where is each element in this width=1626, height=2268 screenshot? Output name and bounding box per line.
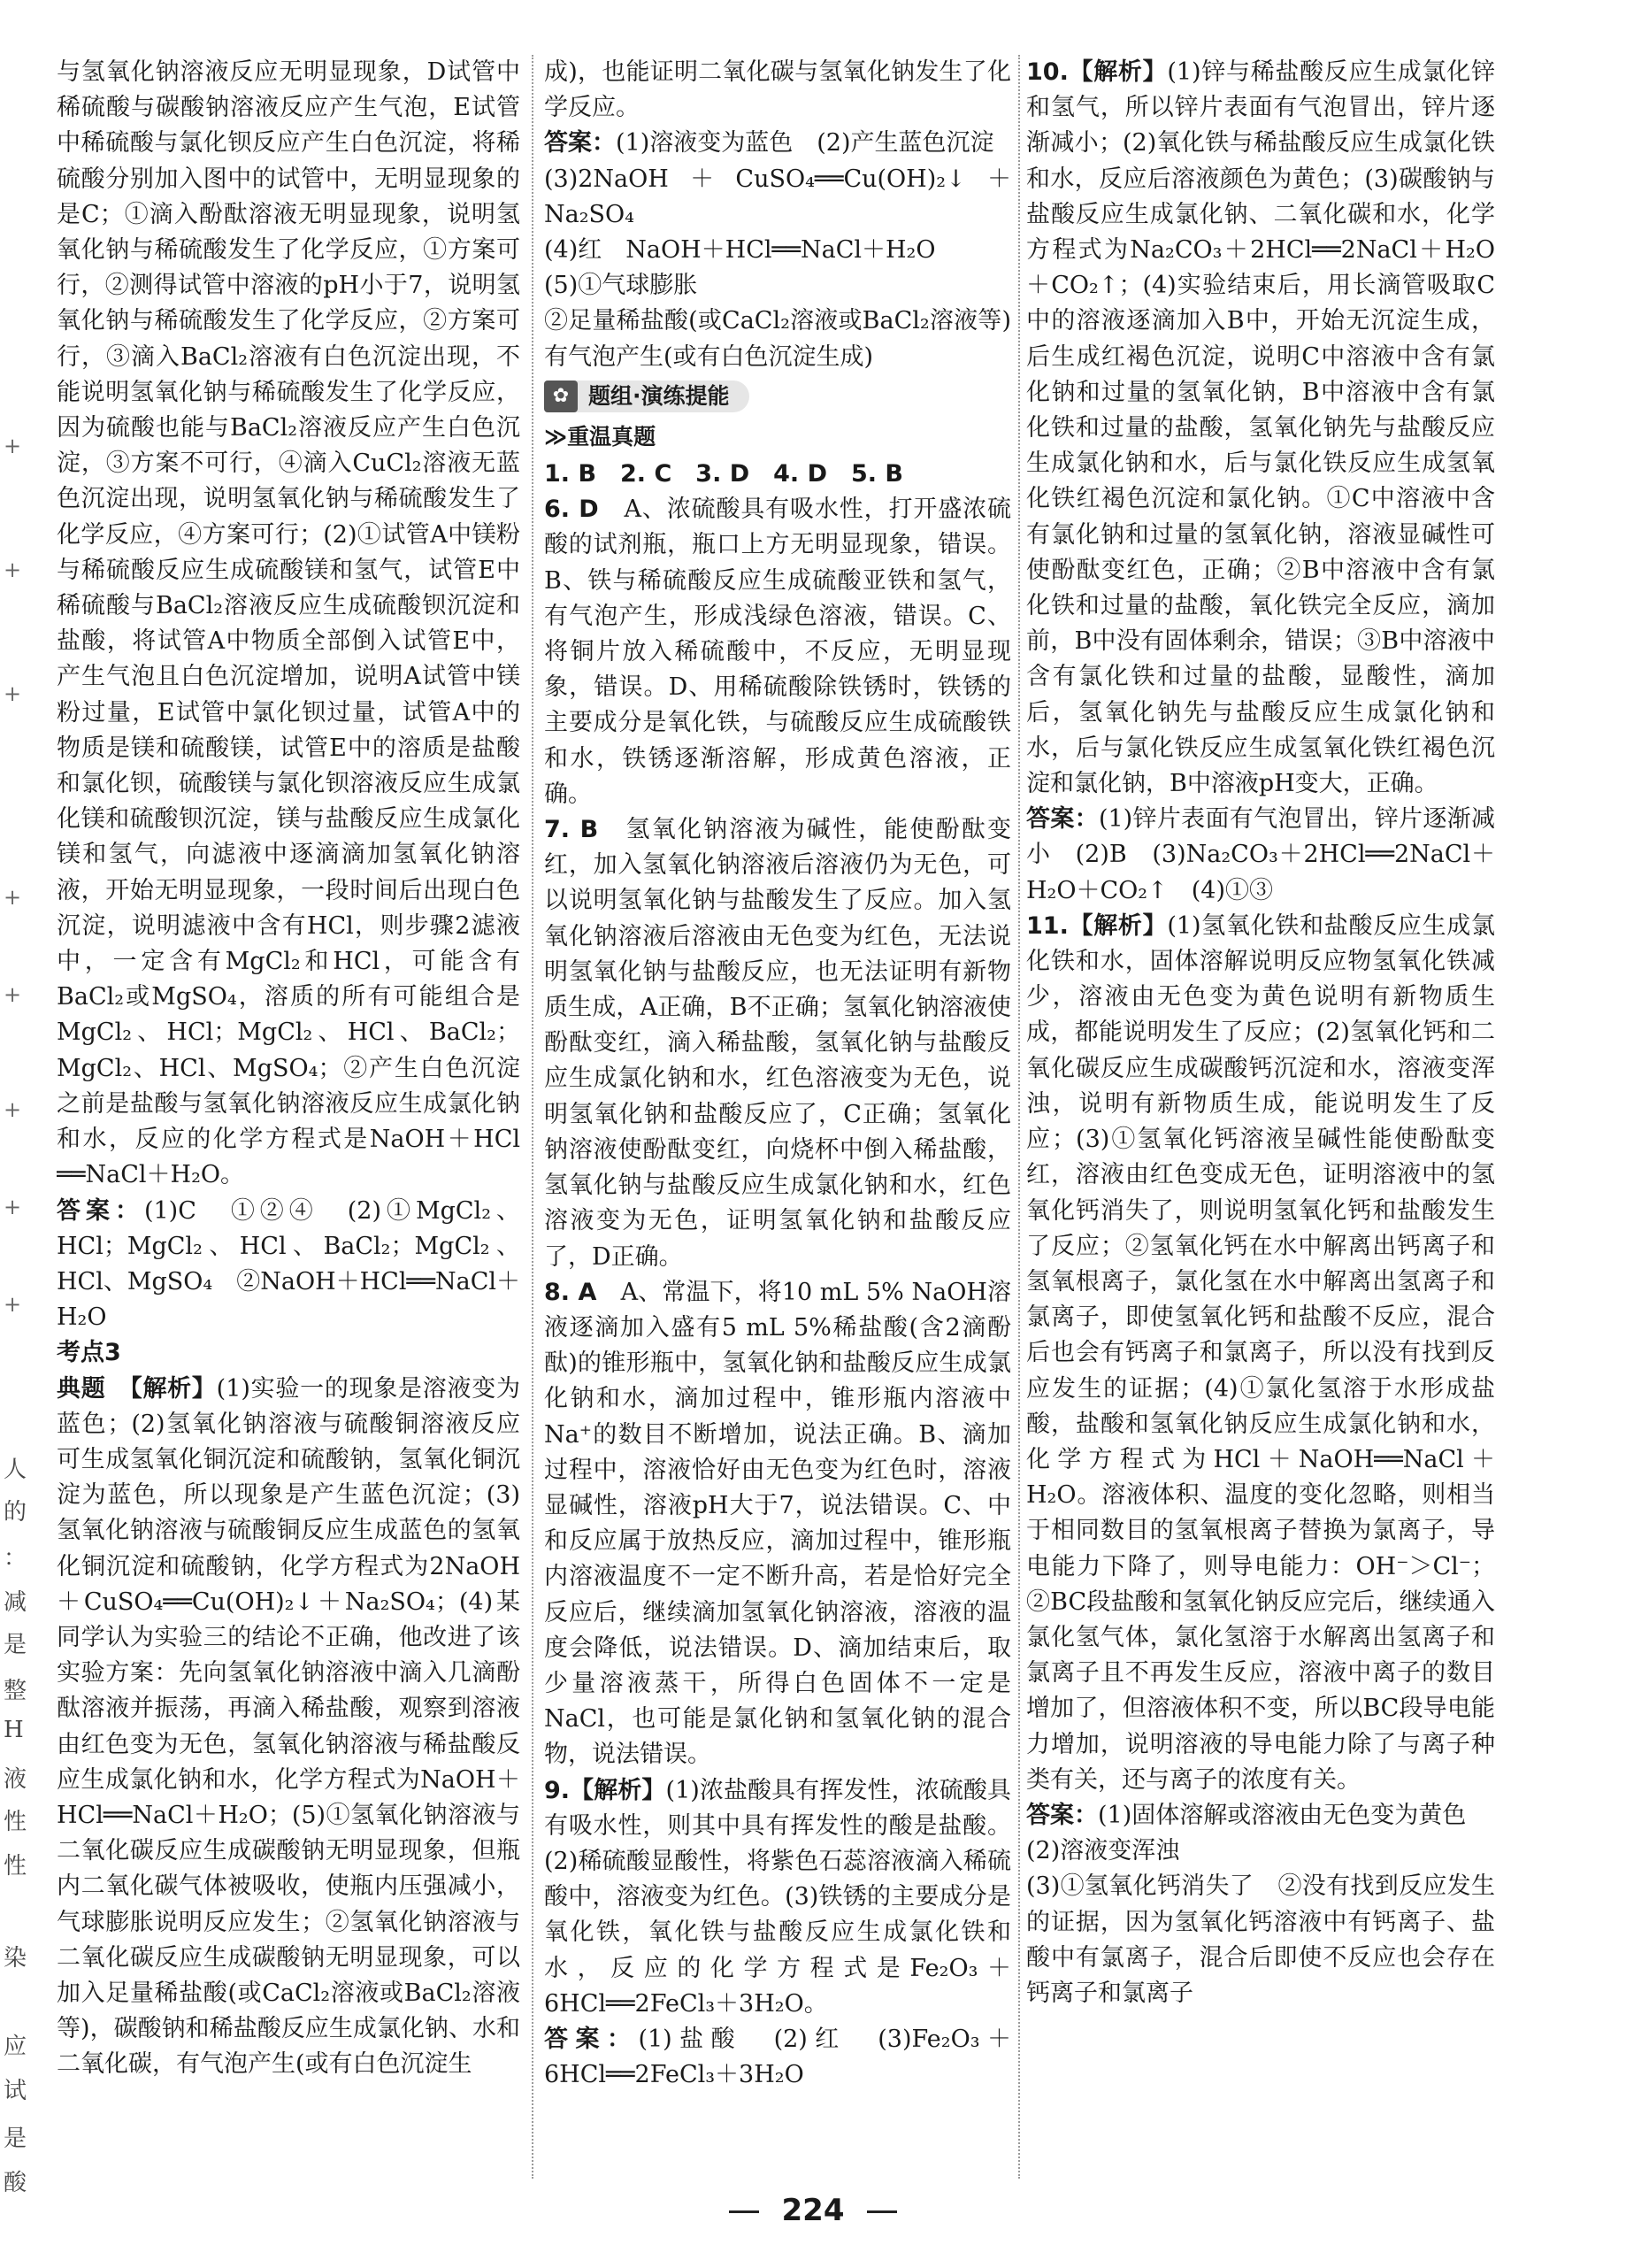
answer-block [544, 126, 1011, 161]
paragraph [544, 492, 1011, 812]
item-label: 9.【解析】 [544, 1776, 666, 1804]
paragraph-text: A、浓硫酸具有吸水性，打开盛浓硫酸的试剂瓶，瓶口上方无明显现象，错误。B、铁与稀硫酸反应生成硫酸亚铁和氢气，有气泡产生，形成浅绿色溶液，错误。C、将铜片放入稀硫酸中，不反应，无明显现象，错误。D、用稀硫酸除铁锈时，铁锈的主要成分是氧化铁，与硫酸反应生成硫酸铁和水，铁锈逐渐溶解，形成黄色溶液，正确。 [544, 496, 1011, 808]
edge-fragment: 酸 [4, 2170, 27, 2196]
paragraph-text: 与氢氧化钠溶液反应无明显现象，D试管中稀硫酸与碳酸钠溶液反应产生气泡，E试管中稀硫酸与氯化钡反应产生白色沉淀，将稀硫酸分别加入图中的试管中，无明显现象的是C；①滴入酚酞溶液无明显现象，说明氢氧化钠与稀硫酸发生了化学反应，①方案可行，②测得试管中溶液的pH小于7，说明氢氧化钠与稀硫酸发生了化学反应，②方案可行，③滴入BaCl₂溶液有白色沉淀出现，不能说明氢氧化钠与稀硫酸发生了化学反应，因为硫酸也能与BaCl₂溶液反应产生白色沉淀，③方案不可行，④滴入CuCl₂溶液无蓝色沉淀出现，说明氢氧化钠与稀硫酸发生了化学反应，④方案可行；(2)①试管A中镁粉与稀硫酸反应生成硫酸镁和氢气，试管E中稀硫酸与BaCl₂溶液反应生成硫酸钡沉淀和盐酸，将试管A中物质全部倒入试管E中，产生气泡且白色沉淀增加，说明A试管中镁粉过量，E试管中氯化钡过量，试管A中的物质是镁和硫酸镁，试管E中的溶质是盐酸和氯化钡，硫酸镁与氯化钡溶液反应生成氯化镁和硫酸钡沉淀，镁与盐酸反应生成氯化镁和氢气，向滤液中逐滴滴加氢氧化钠溶液，开始无明显现象，一段时间后出现白色沉淀，说明滤液中含有HCl，则步骤2滤液中，一定含有MgCl₂和HCl，可能含有BaCl₂或MgSO₄，溶质的所有可能组合是MgCl₂、HCl；MgCl₂、HCl、BaCl₂；MgCl₂、HCl、MgSO₄；②产生白色沉淀之前是盐酸与氢氧化钠溶液反应生成氯化钠和水，反应的化学方程式是NaOH＋HCl ══NaCl＋H₂O。 [57, 58, 520, 1189]
answer-label: 答案： [57, 1196, 144, 1225]
item-label: 典题 【解析】 [57, 1374, 217, 1403]
answer-text: (1)固体溶解或溶液由无色变为黄色 [1098, 1801, 1467, 1829]
answer-list: 1. B 2. C 3. D 4. D 5. B [544, 460, 904, 488]
edge-fragment: 是 [4, 1632, 27, 1658]
binding-mark: + [4, 885, 22, 910]
binding-mark: + [4, 1097, 22, 1122]
section-title: 题组·演练提能 [588, 382, 730, 409]
left-edge-fragments [0, 0, 35, 2268]
column-divider [532, 55, 533, 2179]
answer-line: (5)①气球膨胀 [544, 272, 698, 300]
paragraph-text: (1)氢氧化铁和盐酸反应生成氯化铁和水，固体溶解说明反应物氢氧化铁减少，溶液由无色变为黄色说明有新物质生成，都能说明发生了反应；(2)氢氧化钙和二氧化碳反应生成碳酸钙沉淀和水，溶液变浑浊，说明有新物质生成，能说明发生了反应；(3)①氢氧化钙溶液呈碱性能使酚酞变红，溶液由红色变成无色，证明溶液中的氢氧化钙消失了，则说明氢氧化钙和盐酸发生了反应；②氢氧化钙在水中解离出钙离子和氢氧根离子，氯化氢在水中解离出氢离子和氯离子，即使氢氧化钙和盐酸不反应，混合后也会有钙离子和氯离子，所以没有找到反应发生的证据；(4)①氯化氢溶于水形成盐酸，盐酸和氢氧化钠反应生成氯化钠和水，化学方程式为HCl＋NaOH══NaCl＋H₂O。溶液体积、温度的变化忽略，则相当于相同数目的氢氧根离子替换为氯离子，导电能力下降了，则导电能力：OH⁻＞Cl⁻；②BC段盐酸和氢氧化钠反应完后，继续通入氯化氢气体，氯化氢溶于水解离出氢离子和氯离子且不再发生反应，溶液中离子的数目增加了，但溶液体积不变，所以BC段导电能力增加，说明溶液的导电能力除了与离子种类有关，还与离子的浓度有关。 [1026, 911, 1495, 1794]
column-1 [57, 55, 520, 2183]
page-footer [0, 2193, 1626, 2228]
paragraph [544, 812, 1011, 1275]
paragraph [1026, 55, 1495, 802]
answer-label: 答案： [544, 2025, 639, 2053]
edge-fragment: ： [4, 1545, 27, 1572]
paragraph-text: 成)，也能证明二氧化碳与氢氧化钠发生了化学反应。 [544, 58, 1011, 122]
answer-text: (1)盐酸 (2)红 (3)Fe₂O₃＋6HCl══2FeCl₃＋3H₂O [544, 2025, 1011, 2089]
edge-fragment: 人 [4, 1457, 27, 1483]
edge-fragment: 整 [4, 1678, 27, 1704]
answer-line: (3)2NaOH＋CuSO₄══Cu(OH)₂↓＋Na₂SO₄ [544, 165, 1011, 228]
answer-line: (2)溶液变浑浊 [1026, 1837, 1180, 1865]
paragraph [544, 1773, 1011, 2022]
paragraph-text: (1)锌与稀盐酸反应生成氯化锌和氢气，所以锌片表面有气泡冒出，锌片逐渐减小；(2)氧化铁与稀盐酸反应生成氯化铁和水，反应后溶液颜色为黄色；(3)碳酸钠与盐酸反应生成氯化钠、二氧化碳和水，化学方程式为Na₂CO₃＋2HCl══2NaCl＋H₂O＋CO₂↑；(4)实验结束后，用长滴管吸取C中的溶液逐滴加入B中，开始无沉淀生成，后生成红褐色沉淀，说明C中溶液中含有氯化钠和过量的氢氧化钠，B中溶液中含有氯化铁和过量的盐酸，氢氧化钠先与盐酸反应生成氯化钠和水，后与氯化铁反应生成氢氧化铁红褐色沉淀和氯化钠。①C中溶液中含有氯化钠和过量的氢氧化钠，溶液显碱性可使酚酞变红色，正确；②B中溶液中含有氯化铁和过量的盐酸，氧化铁完全反应，滴加前，B中没有固体剩余，错误；③B中溶液中含有氯化铁和过量的盐酸，显酸性，滴加后，氢氧化钠先与盐酸反应生成氯化钠和水，后与氯化铁反应生成氢氧化铁红褐色沉淀和氯化钠，B中溶液pH变大，正确。 [1026, 58, 1495, 798]
paragraph [1026, 909, 1495, 1798]
answer-block [1026, 802, 1495, 909]
section-badge [544, 381, 749, 412]
paragraph [57, 55, 520, 1194]
answer-label: 答案： [1026, 1801, 1098, 1829]
answer-block [57, 1194, 520, 1336]
paragraph [544, 1275, 1011, 1773]
subsection-header [544, 419, 1011, 455]
binding-mark: + [4, 434, 22, 458]
item-label: 6. D [544, 496, 599, 524]
binding-mark: + [4, 1195, 22, 1219]
flower-icon: ✿ [544, 381, 578, 412]
column-2 [544, 55, 1011, 2183]
edge-fragment: 应 [4, 2034, 27, 2060]
paragraph-text: 氢氧化钠溶液为碱性，能使酚酞变红，加入氢氧化钠溶液后溶液仍为无色，可以说明氢氧化钠与盐酸发生了反应。加入氢氧化钠溶液后溶液由无色变为红色，无法说明氢氧化钠与盐酸反应，也无法证明有新物质生成，A正确，B不正确；氢氧化钠溶液使酚酞变红，滴入稀盐酸，氢氧化钠与盐酸反应生成氯化钠和水，红色溶液变为无色，说明氢氧化钠和盐酸反应了，C正确；氢氧化钠溶液使酚酞变红，向烧杯中倒入稀盐酸，氢氧化钠与盐酸反应生成氯化钠和水，红色溶液变为无色，证明氢氧化钠和盐酸反应了，D正确。 [544, 816, 1011, 1271]
footer-dash [867, 2210, 897, 2213]
edge-fragment: 试 [4, 2078, 27, 2104]
answer-label: 答案： [1026, 805, 1099, 834]
answer-line: (3)①氢氧化钙消失了 ②没有找到反应发生的证据，因为氢氧化钙溶液中有钙离子、盐酸中有氯离子，混合后即使不反应也会存在钙离子和氯离子 [1026, 1872, 1495, 2007]
answer-line: (4)红 NaOH＋HCl══NaCl＋H₂O [544, 236, 936, 265]
answer-text: (1)锌片表面有气泡冒出，锌片逐渐减小 (2)B (3)Na₂CO₃＋2HCl══2NaCl＋H₂O＋CO₂↑ (4)①③ [1026, 805, 1495, 904]
section-header [544, 379, 1011, 414]
binding-mark: + [4, 1292, 22, 1317]
paragraph-text: (1)实验一的现象是溶液变为蓝色；(2)氢氧化钠溶液与硫酸铜溶液反应可生成氢氧化铜沉淀和硫酸钠，氢氧化铜沉淀为蓝色，所以现象是产生蓝色沉淀；(3)氢氧化钠溶液与硫酸铜反应生成蓝色的氢氧化铜沉淀和硫酸钠，化学方程式为2NaOH＋CuSO₄══Cu(OH)₂↓＋Na₂SO₄；(4)某同学认为实验三的结论不正确，他改进了该实验方案：先向氢氧化钠溶液中滴入几滴酚酞溶液并振荡，再滴入稀盐酸，观察到溶液由红色变为无色，氢氧化钠溶液与稀盐酸反应生成氯化钠和水，化学方程式为NaOH＋HCl══NaCl＋H₂O；(5)①氢氧化钠溶液与二氧化碳反应生成碳酸钠无明显现象，但瓶内二氧化碳气体被吸收，使瓶内压强减小，气球膨胀说明反应发生；②氢氧化钠溶液与二氧化碳反应生成碳酸钠无明显现象，可以加入足量稀盐酸(或CaCl₂溶液或BaCl₂溶液等)，碳酸钠和稀盐酸反应生成氯化钠、水和二氧化碳，有气泡产生(或有白色沉淀生 [57, 1374, 520, 2079]
edge-fragment: 是 [4, 2126, 27, 2152]
edge-fragment: 性 [4, 1853, 27, 1880]
paragraph [57, 1372, 520, 2083]
column-3 [1026, 55, 1495, 2183]
page-number: 224 [781, 2193, 845, 2228]
item-label: 7. B [544, 816, 599, 844]
edge-fragment: 减 [4, 1589, 27, 1616]
subsection-title: 重温真题 [567, 423, 656, 450]
edge-fragment: 染 [4, 1945, 27, 1972]
binding-mark: + [4, 982, 22, 1007]
answer-label: 答案： [544, 129, 616, 158]
footer-dash [729, 2210, 759, 2213]
paragraph-text: A、常温下，将10 mL 5% NaOH溶液逐滴加入盛有5 mL 5%稀盐酸(含2滴酚酞)的锥形瓶中，氢氧化钠和盐酸反应生成氯化钠和水，滴加过程中，锥形瓶内溶液中Na⁺的数目不断增加，说法正确。B、滴加过程中，溶液恰好由无色变为红色时，溶液显碱性，溶液pH大于7，说法错误。C、中和反应属于放热反应，滴加过程中，锥形瓶内溶液温度不一定不断升高，若是恰好完全反应后，继续滴加氢氧化钠溶液，溶液的温度会降低，说法错误。D、滴加结束后，取少量溶液蒸干，所得白色固体不一定是NaCl，也可能是氯化钠和氢氧化钠的混合物，说法错误。 [544, 1278, 1011, 1769]
edge-fragment: 液 [4, 1766, 27, 1793]
binding-mark: + [4, 681, 22, 706]
answer-line: ②足量稀盐酸(或CaCl₂溶液或BaCl₂溶液等) 有气泡产生(或有白色沉淀生成) [544, 307, 1011, 371]
item-label: 8. A [544, 1278, 597, 1306]
answer-text: (1)C ①②④ (2)①MgCl₂、HCl；MgCl₂、HCl、BaCl₂；MgCl₂、HCl、MgSO₄ ②NaOH＋HCl══NaCl＋H₂O [57, 1196, 520, 1332]
binding-mark: + [4, 557, 22, 582]
paragraph-text: (1)浓盐酸具有挥发性，浓硫酸具有吸水性，则其中具有挥发性的酸是盐酸。(2)稀硫酸显酸性，将紫色石蕊溶液滴入稀硫酸中，溶液变为红色。(3)铁锈的主要成分是氧化铁，氧化铁与盐酸反应生成氯化铁和水，反应的化学方程式是Fe₂O₃＋6HCl══2FeCl₃＋3H₂O。 [544, 1776, 1011, 2018]
edge-fragment: 性 [4, 1809, 27, 1835]
edge-fragment: H [4, 1717, 24, 1743]
answer-block [544, 2022, 1011, 2093]
item-label: 11.【解析】 [1026, 911, 1168, 940]
item-label: 10.【解析】 [1026, 58, 1168, 86]
answer-block [1026, 1798, 1495, 1834]
edge-fragment: 的 [4, 1499, 27, 1526]
answer-text: (1)溶液变为蓝色 (2)产生蓝色沉淀 [616, 129, 994, 158]
column-divider [1018, 55, 1020, 2179]
paragraph [544, 55, 1011, 126]
double-arrow-icon: ≫ [544, 423, 568, 450]
topic-heading: 考点3 [57, 1339, 121, 1367]
